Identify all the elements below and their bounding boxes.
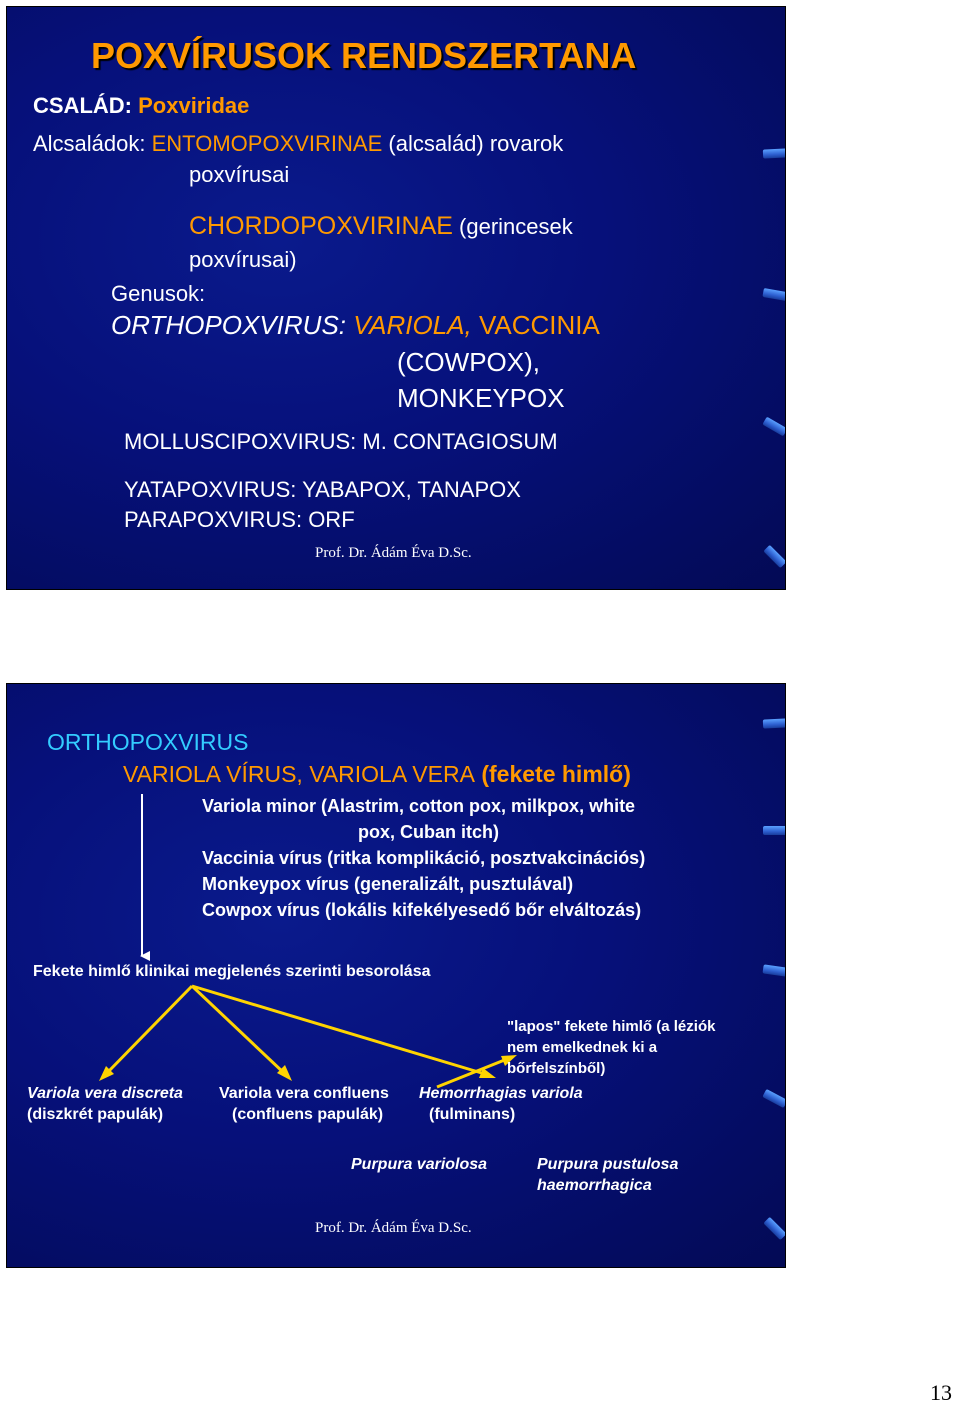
purpura-variolosa: Purpura variolosa bbox=[351, 1156, 488, 1173]
orthopox-colon: : bbox=[338, 310, 354, 340]
chordo-line bbox=[189, 212, 573, 241]
chordo-desc-cont: poxvírusai) bbox=[189, 247, 297, 272]
lapos-line: bőrfelszínből) bbox=[507, 1060, 606, 1077]
decor-dash bbox=[763, 826, 786, 835]
chordo-name: CHORDOPOXVIRINAE bbox=[189, 212, 453, 240]
chordo-desc: (gerincesek bbox=[452, 214, 573, 239]
monkeypox-name: MONKEYPOX bbox=[397, 383, 565, 413]
molluscipox-line: MOLLUSCIPOXVIRUS: M. CONTAGIOSUM bbox=[124, 429, 558, 454]
family-value: Poxviridae bbox=[138, 93, 250, 118]
decor-dash bbox=[763, 718, 786, 728]
subfamilies-line bbox=[33, 131, 563, 157]
family-line bbox=[33, 93, 249, 119]
subfamilies-label: Alcsaládok: bbox=[33, 131, 152, 156]
arrow-to-hemorrhagic bbox=[192, 986, 485, 1074]
decor-dash bbox=[763, 148, 786, 158]
list-item: Monkeypox vírus (generalizált, pusztulával) bbox=[202, 874, 574, 894]
decor-dash bbox=[763, 545, 786, 568]
confluens-label: Variola vera confluens bbox=[219, 1085, 389, 1102]
yatapox-line: YATAPOXVIRUS: YABAPOX, TANAPOX bbox=[124, 477, 521, 502]
decor-dash bbox=[762, 288, 786, 301]
list-item: pox, Cuban itch) bbox=[358, 822, 499, 842]
purpura-pustulosa-cont: haemorrhagica bbox=[537, 1177, 652, 1194]
lapos-line: "lapos" fekete himlő (a léziók bbox=[507, 1018, 716, 1035]
diagram-arrows bbox=[7, 684, 785, 1267]
entomo-desc-cont: poxvírusai bbox=[189, 162, 290, 187]
page-number: 13 bbox=[930, 1380, 952, 1405]
vaccinia-name: VACCINIA bbox=[471, 310, 600, 340]
slide-poxvirus-taxonomy bbox=[6, 6, 786, 590]
slide-footer: Prof. Dr. Ádám Éva D.Sc. bbox=[315, 545, 472, 561]
decor-dash bbox=[762, 417, 786, 437]
confluens-desc: (confluens papulák) bbox=[232, 1106, 384, 1123]
parapox-line: PARAPOXVIRUS: ORF bbox=[124, 507, 355, 532]
orthopox-genus: ORTHOPOXVIRUS bbox=[111, 310, 339, 340]
slide-footer: Prof. Dr. Ádám Éva D.Sc. bbox=[315, 1220, 472, 1236]
genus-label: Genusok: bbox=[111, 281, 206, 306]
hemorrhagic-desc: (fulminans) bbox=[429, 1106, 516, 1123]
list-item: Cowpox vírus (lokális kifekélyesedő bőr elváltozás) bbox=[202, 900, 642, 920]
family-label: CSALÁD: bbox=[33, 93, 139, 118]
cowpox-name: (COWPOX), bbox=[397, 347, 540, 377]
orthopox-line bbox=[111, 310, 600, 341]
entomo-name: ENTOMOPOXVIRINAE bbox=[151, 131, 383, 156]
slide-title: POXVÍRUSOK RENDSZERTANA bbox=[91, 35, 637, 76]
list-item: Variola minor (Alastrim, cotton pox, milkpox, white bbox=[202, 796, 636, 816]
discreta-label: Variola vera discreta bbox=[27, 1085, 183, 1102]
classification-heading: Fekete himlő klinikai megjelenés szerinti besorolása bbox=[33, 963, 431, 980]
lapos-line: nem emelkednek ki a bbox=[507, 1039, 658, 1056]
variola-note: (fekete himlő) bbox=[474, 761, 631, 787]
variola-name: VARIOLA, bbox=[353, 310, 472, 340]
discreta-desc: (diszkrét papulák) bbox=[27, 1106, 164, 1123]
arrow-to-discreta bbox=[107, 986, 192, 1073]
list-item: Vaccinia vírus (ritka komplikáció, posztvakcinációs) bbox=[202, 848, 646, 868]
slide-orthopoxvirus bbox=[6, 683, 786, 1268]
hemorrhagic-label: Hemorrhagias variola bbox=[419, 1085, 583, 1102]
orthopox-heading: ORTHOPOXVIRUS bbox=[47, 729, 249, 755]
purpura-pustulosa: Purpura pustulosa bbox=[537, 1156, 679, 1173]
variola-virus: VARIOLA VÍRUS, VARIOLA VERA bbox=[123, 761, 475, 787]
entomo-desc: (alcsalád) rovarok bbox=[382, 131, 564, 156]
